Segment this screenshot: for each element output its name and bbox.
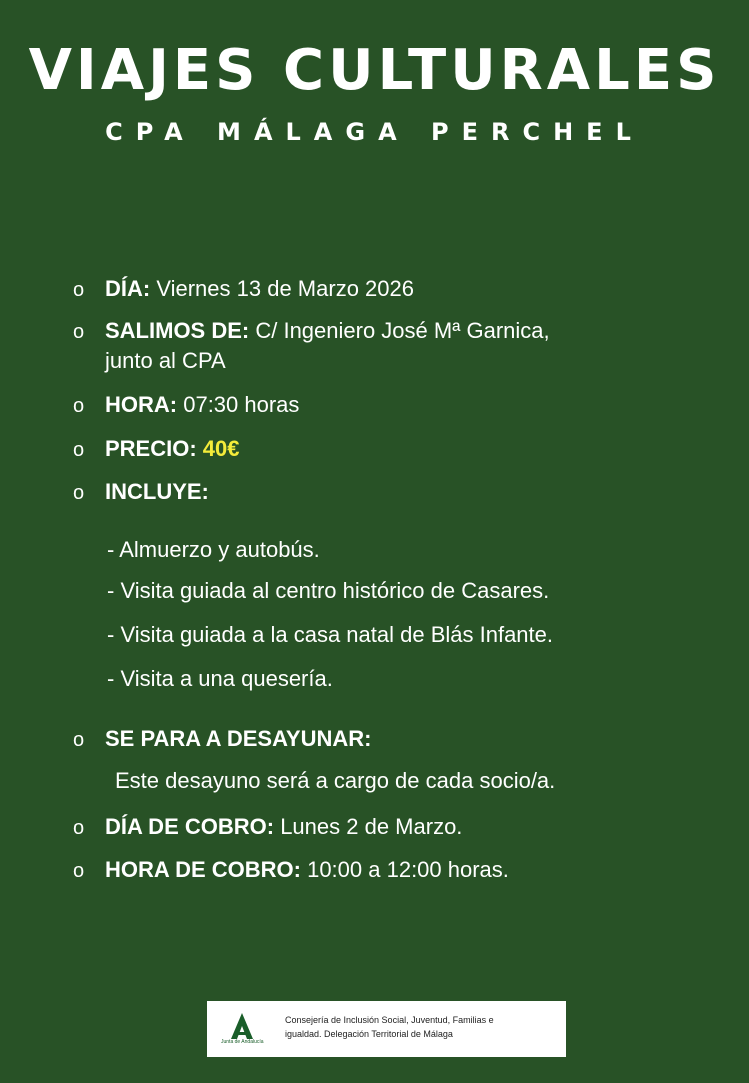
- bullet-mark: o: [73, 321, 85, 343]
- footer-text-line1: Consejería de Inclusión Social, Juventud, Familias e: [285, 1015, 494, 1025]
- breakfast-stop-label: SE PARA A DESAYUNAR:: [105, 726, 372, 751]
- logo-caption: Junta de Andalucía: [221, 1039, 264, 1045]
- include-item: - Visita guiada al centro histórico de Casares.: [107, 578, 550, 603]
- detail-departure-value: C/ Ingeniero José Mª Garnica,: [249, 318, 550, 343]
- include-item: - Almuerzo y autobús.: [107, 537, 320, 562]
- detail-day: [73, 274, 414, 304]
- breakfast-stop: [73, 724, 372, 754]
- detail-price: [73, 434, 240, 464]
- payment-time-value: 10:00 a 12:00 horas.: [300, 857, 509, 882]
- detail-departure-value-line2: junto al CPA: [105, 348, 226, 373]
- payment-time-label: HORA DE COBRO:: [105, 857, 301, 882]
- detail-departure: [73, 316, 550, 376]
- sponsor-footer: [207, 1001, 566, 1057]
- breakfast-note: Este desayuno será a cargo de cada socio/a.: [115, 768, 556, 793]
- detail-time-label: HORA:: [105, 392, 178, 417]
- detail-departure-label: SALIMOS DE:: [105, 318, 250, 343]
- payment-day-value: Lunes 2 de Marzo.: [274, 814, 463, 839]
- footer-text: [285, 1013, 494, 1041]
- bullet-mark: o: [73, 439, 85, 461]
- page-title: VIAJES CULTURALES: [28, 38, 721, 103]
- detail-price-label: PRECIO:: [105, 436, 197, 461]
- include-item: - Visita a una quesería.: [107, 666, 333, 691]
- bullet-mark: o: [73, 729, 85, 751]
- bullet-mark: o: [73, 395, 85, 417]
- bullet-mark: o: [73, 482, 85, 504]
- include-item: - Visita guiada a la casa natal de Blás Infante.: [107, 622, 553, 647]
- bullet-mark: o: [73, 817, 85, 839]
- detail-price-value: 40€: [196, 436, 240, 461]
- detail-day-label: DÍA:: [105, 276, 151, 301]
- bullet-mark: o: [73, 279, 85, 301]
- detail-time: [73, 390, 300, 420]
- detail-includes-label: INCLUYE:: [105, 479, 209, 504]
- detail-time-value: 07:30 horas: [177, 392, 300, 417]
- detail-day-value: Viernes 13 de Marzo 2026: [150, 276, 414, 301]
- bullet-mark: o: [73, 860, 85, 882]
- detail-includes: [73, 477, 209, 507]
- footer-text-line2: igualdad. Delegación Territorial de Málaga: [285, 1029, 453, 1039]
- page-subtitle: CPA MÁLAGA PERCHEL: [105, 118, 644, 146]
- payment-day-label: DÍA DE COBRO:: [105, 814, 275, 839]
- payment-time: [73, 855, 509, 885]
- payment-day: [73, 812, 463, 842]
